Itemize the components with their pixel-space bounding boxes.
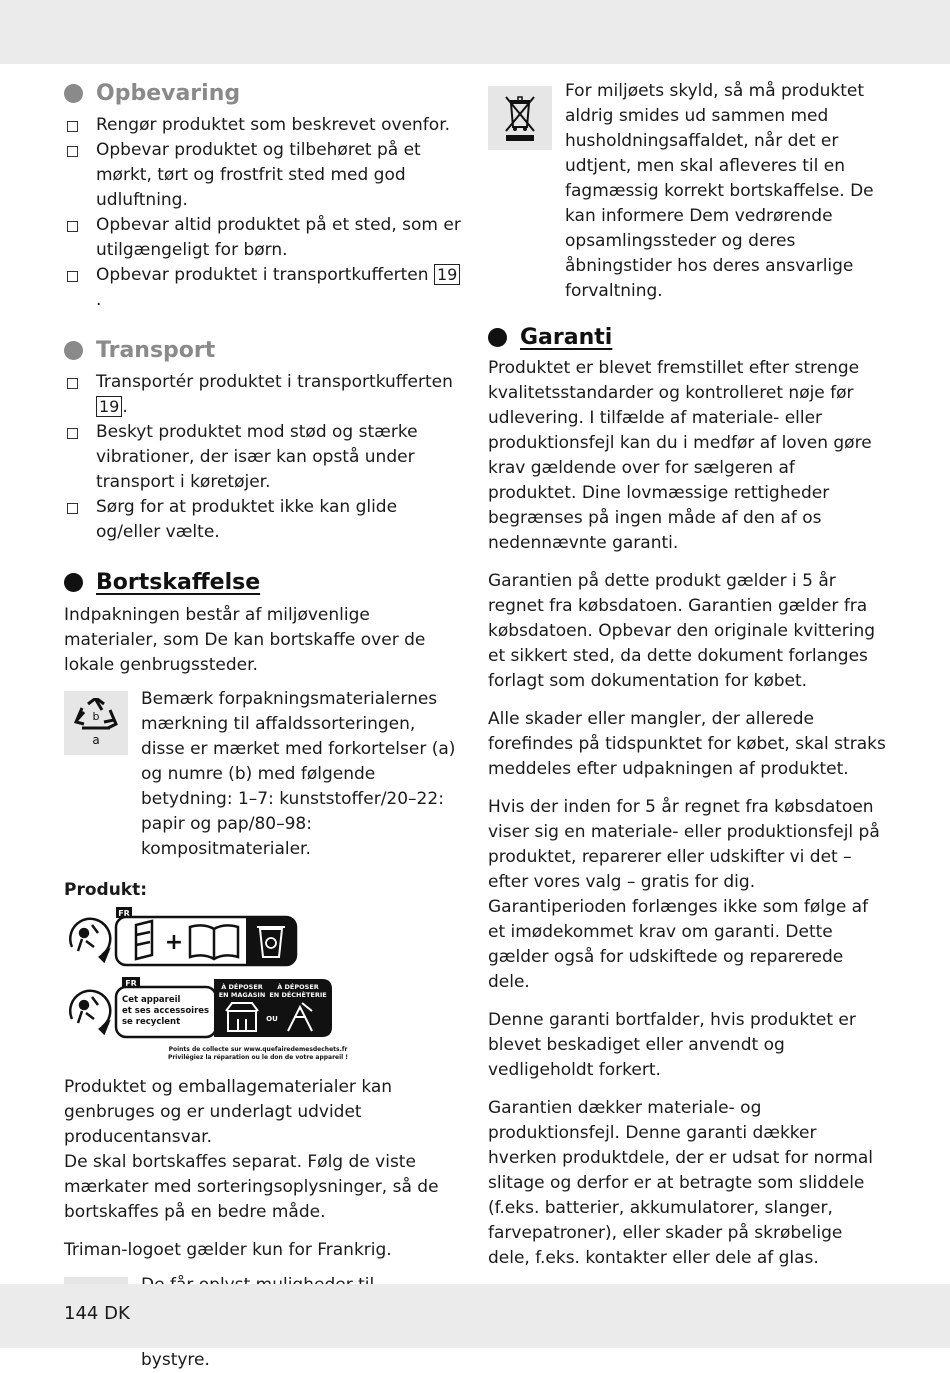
- left-column: [64, 76, 464, 1373]
- triman-note: Triman-logoet gælder kun for Frankrig.: [64, 1240, 392, 1260]
- warranty-paragraph: Denne garanti bortfalder, hvis produktet er blevet beskadiget eller anvendt og vedligeholdt forkert.: [488, 1010, 856, 1080]
- triman-logos: [64, 907, 354, 1067]
- page-number: 144 DK: [64, 1303, 130, 1324]
- checkbox-bullet-icon: [67, 121, 78, 132]
- weee-note: For miljøets skyld, så må produktet aldrig smides ud sammen med husholdningsaffaldet, når det er udtjent, men skal afleveres til en fagmæssig korrekt bortskaffelse. De kan informere Dem vedrørende opsamlingssteder og deres åbningstider hos deres ansvarlige forvaltning.: [565, 81, 874, 301]
- svg-text:b: b: [92, 710, 100, 723]
- part-reference: 19: [434, 264, 460, 285]
- warranty-paragraph: Hvis der inden for 5 år regnet fra købsdatoen viser sig en materiale- eller produktionsfejl på produktet, reparerer eller udskifter vi det – efter vores valg – gratis for dig. Garantiperioden forlænges ikke som følge af et imødekommet krav om garanti. Dette gælder også for udskiftede og reparerede dele.: [488, 797, 880, 992]
- list-item: Opbevar altid produktet på et sted, som er utilgængeligt for børn.: [64, 213, 464, 263]
- storage-list: [64, 113, 464, 313]
- header-band: [0, 0, 950, 64]
- bullet-dot-icon: [64, 573, 83, 592]
- recycling-note-row: [64, 689, 464, 862]
- svg-text:EN DÉCHÈTERIE: EN DÉCHÈTERIE: [269, 991, 327, 999]
- crossed-bin-icon: [488, 86, 552, 150]
- warranty-paragraph: Alle skader eller mangler, der allerede forefindes på tidspunktet for købet, skal straks meddeles efter udpakningen af produktet.: [488, 709, 886, 779]
- list-item: Transportér produktet i transportkufferten 19 .: [64, 370, 464, 420]
- svg-text:FR: FR: [118, 909, 130, 918]
- warranty-heading: Garanti: [488, 320, 888, 354]
- svg-text:À DÉPOSER: À DÉPOSER: [221, 983, 263, 991]
- list-item: Opbevar produktet og tilbehøret på et mørkt, tørt og frostfrit sted med god udluftning.: [64, 138, 464, 213]
- svg-text:À DÉPOSER: À DÉPOSER: [277, 983, 319, 991]
- checkbox-bullet-icon: [67, 271, 78, 282]
- warranty-paragraph: Garantien dækker materiale- og produktionsfejl. Denne garanti dækker hverken produktdele, der er udsat for normal slitage og derfor er at betragte som sliddele (f.eks. batterier, akkumulatorer, slanger, farvepatroner), eller skader på skrøbelige dele, f.eks. kontakter eller dele af glas.: [488, 1098, 874, 1268]
- disposal-intro: Indpakningen består af miljøvenlige materialer, som De kan bortskaffe over de lokale genbrugssteder.: [64, 605, 426, 675]
- list-item: Opbevar produktet i transportkufferten 19.: [64, 263, 464, 313]
- part-reference: 19: [96, 396, 122, 417]
- list-item: Sørg for at produktet ikke kan glide og/eller vælte.: [64, 495, 464, 545]
- triman-packaging-logo: [64, 907, 354, 1067]
- warranty-paragraph: Produktet er blevet fremstillet efter strenge kvalitetsstandarder og kontrolleret nøje før udlevering. I tilfælde af materiale- eller produktionsfejl kan du i medfør af loven gøre krav gældende over for sælgeren af produktet. Dine lovmæssige rettigheder begrænses på ingen måde af den af os nedennævnte garanti.: [488, 358, 872, 553]
- svg-text:OU: OU: [266, 1015, 278, 1023]
- svg-text:EN MAGASIN: EN MAGASIN: [218, 991, 266, 999]
- svg-text:+: +: [164, 930, 184, 955]
- product-heading: Produkt:: [64, 880, 148, 900]
- bullet-dot-icon: [488, 328, 507, 347]
- svg-text:FR: FR: [125, 979, 137, 988]
- bullet-dot-icon: [64, 84, 83, 103]
- warranty-paragraph: Garantien på dette produkt gælder i 5 år regnet fra købsdatoen. Garantien gælder fra købsdatoen. Opbevar den originale kvittering et sikkert sted, da dette dokument forlanges forlagt som dokumentation for købet.: [488, 571, 876, 691]
- checkbox-bullet-icon: [67, 146, 78, 157]
- checkbox-bullet-icon: [67, 503, 78, 514]
- svg-text:Privilégiez la réparation ou l: Privilégiez la réparation ou le don de votre appareil !: [167, 1054, 349, 1061]
- svg-text:a: a: [92, 733, 100, 747]
- recycle-icon: [64, 691, 128, 755]
- recycling-note: Bemærk forpakningsmaterialernes mærkning til affaldssorteringen, disse er mærket med forkortelser (a) og numre (b) med følgende betydning: 1–7: kunststoffer/20–22: papir og pap/80–98: kompositmaterialer.: [141, 689, 456, 859]
- right-column: [488, 79, 888, 1271]
- triman-icon: [70, 991, 110, 1033]
- bullet-dot-icon: [64, 341, 83, 360]
- separate-paragraph: De skal bortskaffes separat. Følg de viste mærkater med sorteringsoplysninger, så de bortskaffes på en bedre måde.: [64, 1152, 439, 1222]
- checkbox-bullet-icon: [67, 221, 78, 232]
- storage-heading: Opbevaring: [64, 76, 464, 110]
- svg-text:Cet appareil: Cet appareil: [122, 995, 181, 1005]
- svg-text:se recyclent: se recyclent: [122, 1017, 181, 1027]
- transport-heading: Transport: [64, 333, 464, 367]
- footer-band: [0, 1284, 950, 1348]
- checkbox-bullet-icon: [67, 428, 78, 439]
- weee-note-row: [488, 79, 888, 304]
- transport-list: [64, 370, 464, 545]
- disposal-heading: Bortskaffelse: [64, 565, 464, 599]
- list-item: Beskyt produktet mod stød og stærke vibrationer, der især kan opstå under transport i køretøjer.: [64, 420, 464, 495]
- authority-note: bystyre.: [141, 1350, 210, 1370]
- svg-text:et ses accessoires: et ses accessoires: [122, 1006, 210, 1016]
- svg-text:Points de collecte sur www.que: Points de collecte sur www.quefairedemesdechets.fr: [168, 1046, 348, 1053]
- recycle-paragraph: Produktet og emballagematerialer kan genbruges og er underlagt udvidet producentansvar.: [64, 1077, 393, 1147]
- list-item: Rengør produktet som beskrevet ovenfor.: [64, 113, 464, 138]
- checkbox-bullet-icon: [67, 378, 78, 389]
- triman-icon: [70, 919, 110, 961]
